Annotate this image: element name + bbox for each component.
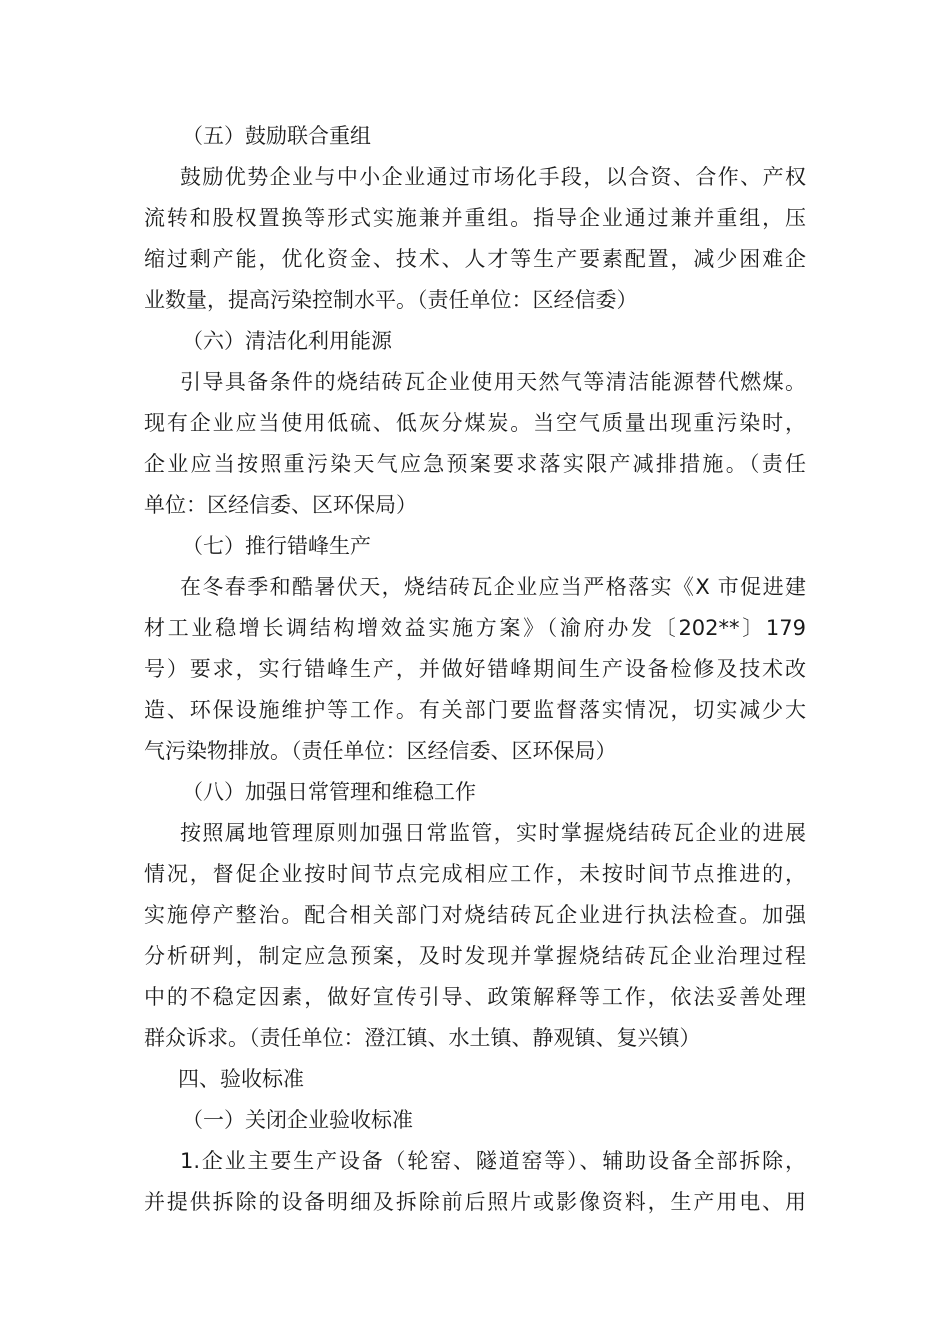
document-body <box>144 116 806 1223</box>
paragraph-line: 实施停产整治。配合相关部门对烧结砖瓦企业进行执法检查。加强 <box>144 903 806 927</box>
heading-encourage-restructuring: （五）鼓励联合重组 <box>182 124 371 148</box>
paragraph-line: 缩过剩产能，优化资金、技术、人才等生产要素配置，减少困难企 <box>144 247 806 271</box>
paragraph-line: 单位：区经信委、区环保局） <box>144 493 417 517</box>
paragraph-line: 1.企业主要生产设备（轮窑、隧道窑等）、辅助设备全部拆除， <box>180 1149 806 1173</box>
paragraph-line: 现有企业应当使用低硫、低灰分煤炭。当空气质量出现重污染时， <box>144 411 806 435</box>
paragraph-line: 情况，督促企业按时间节点完成相应工作，未按时间节点推进的， <box>144 862 806 886</box>
paragraph-line: 引导具备条件的烧结砖瓦企业使用天然气等清洁能源替代燃煤。 <box>180 370 806 394</box>
heading-staggered-production: （七）推行错峰生产 <box>182 534 371 558</box>
paragraph-line: 企业应当按照重污染天气应急预案要求落实限产减排措施。（责任 <box>144 452 806 476</box>
paragraph-line: 在冬春季和酷暑伏天，烧结砖瓦企业应当严格落实《X 市促进建 <box>180 575 806 599</box>
paragraph-line: 中的不稳定因素，做好宣传引导、政策解释等工作，依法妥善处理 <box>144 985 806 1009</box>
paragraph-line: 分析研判，制定应急预案，及时发现并掌握烧结砖瓦企业治理过程 <box>144 944 806 968</box>
paragraph-line: 流转和股权置换等形式实施兼并重组。指导企业通过兼并重组，压 <box>144 206 806 230</box>
heading-closure-acceptance: （一）关闭企业验收标准 <box>182 1108 413 1132</box>
paragraph-line: 材工业稳增长调结构增效益实施方案》（渝府办发〔202**〕179 <box>144 616 806 640</box>
paragraph-line: 鼓励优势企业与中小企业通过市场化手段，以合资、合作、产权 <box>180 165 806 189</box>
paragraph-line: 号）要求，实行错峰生产，并做好错峰期间生产设备检修及技术改 <box>144 657 806 681</box>
paragraph-line: 造、环保设施维护等工作。有关部门要监督落实情况，切实减少大 <box>144 698 806 722</box>
paragraph-line: 业数量，提高污染控制水平。（责任单位：区经信委） <box>144 288 638 312</box>
paragraph-line: 群众诉求。（责任单位：澄江镇、水土镇、静观镇、复兴镇） <box>144 1026 701 1050</box>
heading-clean-energy: （六）清洁化利用能源 <box>182 329 392 353</box>
paragraph-line: 气污染物排放。（责任单位：区经信委、区环保局） <box>144 739 617 763</box>
paragraph-line: 按照属地管理原则加强日常监管，实时掌握烧结砖瓦企业的进展 <box>180 821 806 845</box>
paragraph-line: 并提供拆除的设备明细及拆除前后照片或影像资料，生产用电、用 <box>144 1190 806 1214</box>
heading-daily-management: （八）加强日常管理和维稳工作 <box>182 780 476 804</box>
section-heading-acceptance: 四、验收标准 <box>178 1067 304 1091</box>
